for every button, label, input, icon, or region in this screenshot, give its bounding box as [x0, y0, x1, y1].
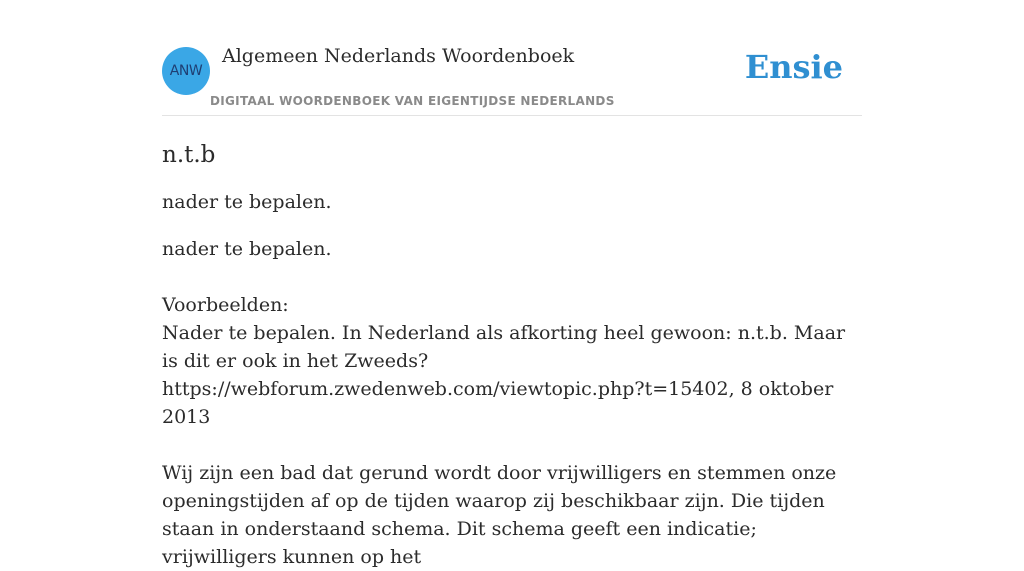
examples-heading: Voorbeelden: — [162, 294, 289, 316]
full-definition — [162, 235, 862, 571]
example-text: Wij zijn een bad dat gerund wordt door vrijwilligers en stemmen onze openingstijden af op de tijden waarop zij beschikbaar zijn. Die tijden staan in onderstaand schema. Dit schema geeft een indicatie; vrijwilligers kunnen op het — [162, 462, 837, 568]
definition-text: nader te bepalen. — [162, 238, 332, 260]
entry-content — [162, 138, 862, 571]
entry-term: n.t.b — [162, 142, 216, 168]
anw-logo[interactable]: ANW — [162, 47, 210, 95]
spacer — [162, 263, 862, 291]
spacer — [162, 431, 862, 459]
short-definition: nader te bepalen. — [162, 191, 332, 213]
site-header — [162, 0, 862, 116]
source-subtitle: DIGITAAL WOORDENBOEK VAN EIGENTIJDSE NEDERLANDS — [210, 94, 615, 108]
ensie-logo-link[interactable]: Ensie — [744, 48, 843, 86]
example-source: https://webforum.zwedenweb.com/viewtopic.php?t=15402, 8 oktober 2013 — [162, 378, 834, 428]
example-text: Nader te bepalen. In Nederland als afkorting heel gewoon: n.t.b. Maar is dit er ook in het Zweeds? — [162, 322, 846, 372]
source-title-link[interactable]: Algemeen Nederlands Woordenboek — [222, 45, 575, 67]
